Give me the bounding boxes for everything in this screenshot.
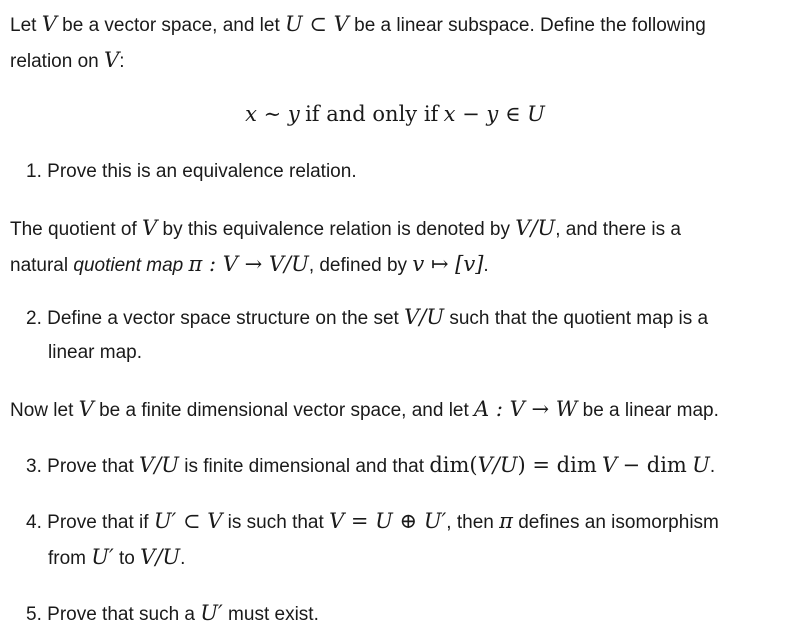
item-text: such that the quotient map is a (449, 308, 709, 329)
intro-text: be a linear subspace. Define the following (354, 15, 706, 36)
math-V-mod-U: V/U (140, 545, 181, 569)
intro-colon: : (119, 51, 125, 72)
list-item-4-continued (48, 545, 185, 569)
paragraph-text: , and there is a (555, 219, 681, 240)
item-text: Prove that (47, 456, 134, 477)
math-iff: if and only if (305, 102, 439, 126)
item-number: 5. (26, 604, 42, 625)
math-V: V (142, 216, 158, 240)
math-V: V (41, 12, 57, 36)
math-v-maps-to-class: v ↦ [v] (412, 252, 484, 276)
list-item-4 (26, 509, 719, 533)
paragraph-text: by this equivalence relation is denoted by (162, 219, 511, 240)
item-number: 1. (26, 161, 42, 182)
quotient-line-2 (10, 252, 489, 276)
paragraph-text: Now let (10, 400, 74, 421)
item-text: must exist. (228, 604, 319, 625)
item-text: is such that (227, 512, 324, 533)
paragraph-text: . (483, 255, 489, 276)
item-text: Prove this is an equivalence relation. (47, 161, 357, 182)
intro-line-2 (10, 48, 124, 72)
list-item-1 (26, 160, 357, 184)
paragraph-text: , defined by (308, 255, 408, 276)
intro-line-1 (10, 12, 706, 36)
relation-equation (10, 100, 780, 128)
paragraph-text: be a finite dimensional vector space, and let (99, 400, 469, 421)
math-V-mod-U: V/U (515, 216, 556, 240)
math-U-prime: U′ (200, 601, 223, 625)
math-pi: π (499, 509, 513, 533)
intro-text: be a vector space, and let (62, 15, 280, 36)
math-V-mod-U: V/U (404, 305, 445, 329)
item-number: 3. (26, 456, 42, 477)
item-text: Define a vector space structure on the set (47, 308, 399, 329)
item-number: 4. (26, 512, 42, 533)
list-item-5 (26, 601, 319, 625)
item-text: Prove that if (47, 512, 149, 533)
math-dim: dim( (429, 453, 478, 477)
math-U-prime: U′ (91, 545, 114, 569)
emphasis-quotient-map: quotient map (73, 255, 184, 276)
paragraph-text: natural (10, 255, 69, 276)
paragraph-text: The quotient of (10, 219, 137, 240)
item-text: defines an isomorphism (518, 512, 719, 533)
math-V: V (602, 453, 618, 477)
math-V: V (78, 397, 94, 421)
list-item-2 (26, 305, 708, 329)
math-V: V (104, 48, 120, 72)
item-text: from (48, 548, 86, 569)
math-U-prime-subset-V: U′ ⊂ V (153, 509, 223, 533)
math-linear-map-A: A : V → W (474, 397, 578, 421)
now-paragraph (10, 397, 719, 421)
item-text: , then (446, 512, 494, 533)
math-x-minus-y-in-U: x − y ∈ U (443, 102, 545, 126)
list-item-3 (26, 453, 715, 477)
item-text: . (180, 548, 186, 569)
math-U: U (692, 453, 710, 477)
math-minus-dim: − dim (622, 453, 687, 477)
math-quotient-map: π : V → V/U (188, 252, 309, 276)
math-x-sim-y: x ∼ y (245, 102, 300, 126)
quotient-line-1 (10, 216, 681, 240)
math-V-mod-U: V/U (139, 453, 179, 477)
item-text: . (709, 456, 716, 477)
math-direct-sum: V = U ⊕ U′ (329, 509, 447, 533)
intro-text: relation on (10, 51, 99, 72)
math-dim-eq: ) = dim (517, 453, 597, 477)
math-V-mod-U: V/U (477, 453, 518, 477)
item-text: to (119, 548, 135, 569)
item-text: linear map. (48, 342, 142, 363)
item-text: is finite dimensional and that (184, 456, 425, 477)
list-item-2-continued (48, 341, 142, 365)
math-U-subset-V: U ⊂ V (285, 12, 349, 36)
item-number: 2. (26, 308, 42, 329)
paragraph-text: be a linear map. (582, 400, 719, 421)
item-text: Prove that such a (47, 604, 196, 625)
intro-text: Let (10, 15, 37, 36)
